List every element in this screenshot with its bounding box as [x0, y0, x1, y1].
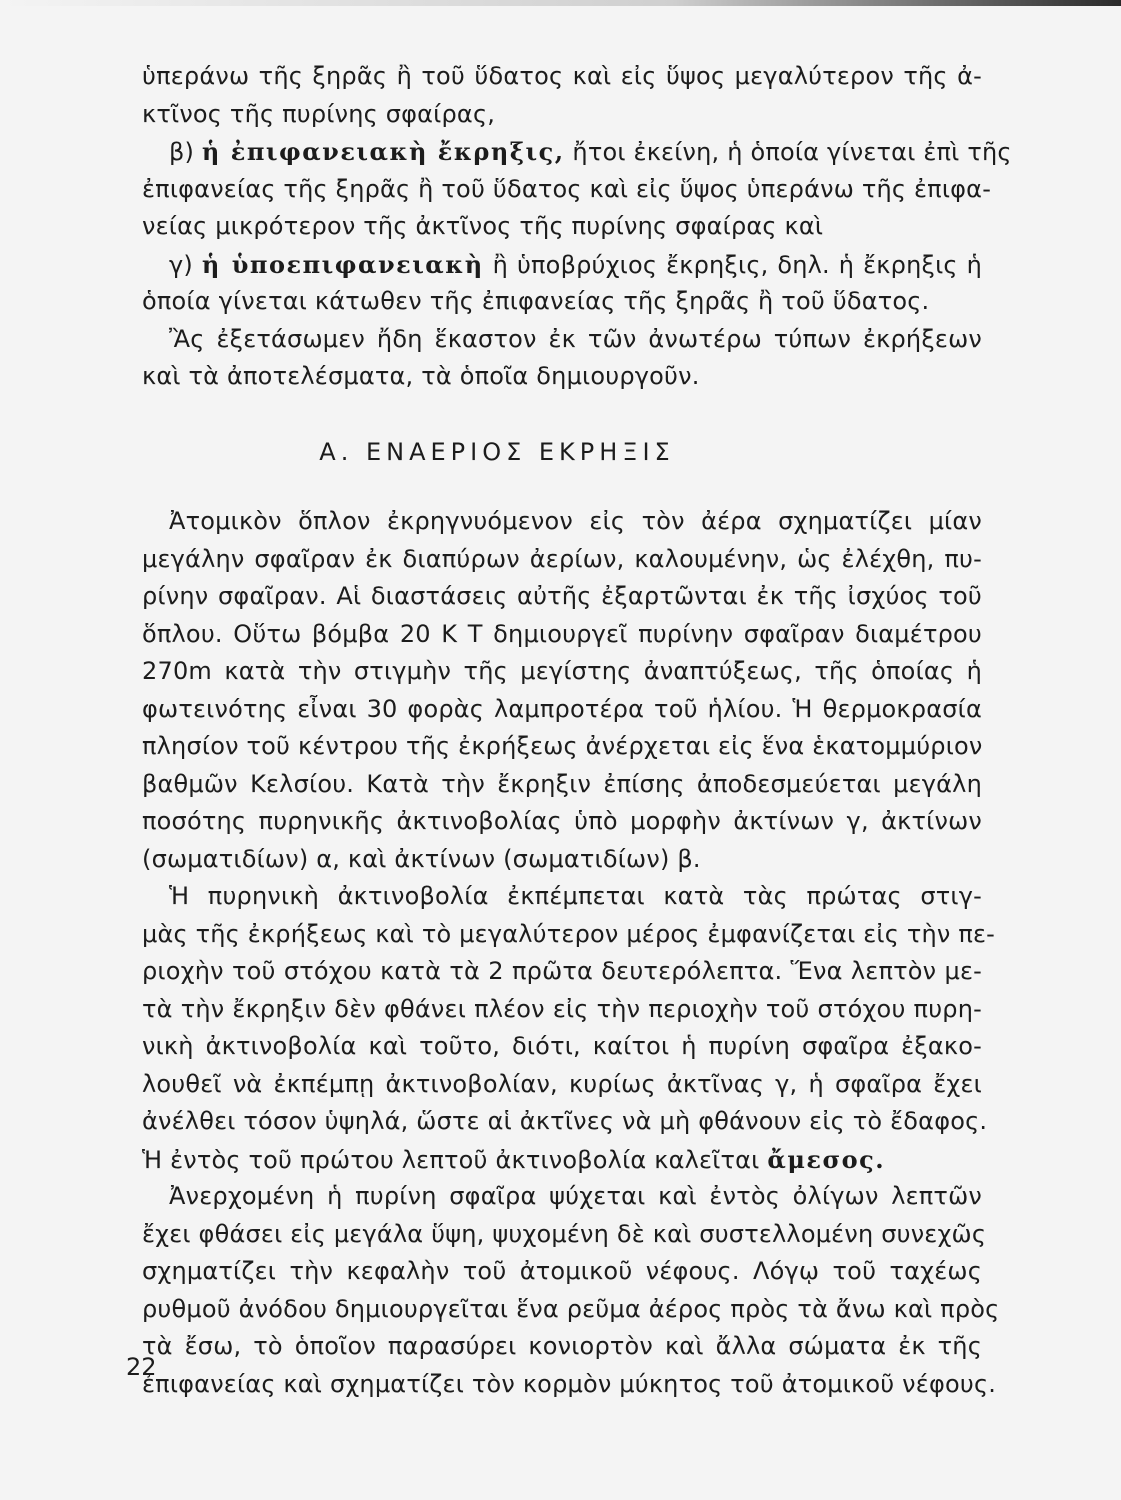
text-line: λουθεῖ νὰ ἐκπέμπῃ ἀκτινοβολίαν, κυρίως ἀκτῖνας γ, ἡ σφαῖρα ἔχει	[142, 1069, 982, 1098]
text-line: ρίνην σφαῖραν. Αἱ διαστάσεις αὐτῆς ἐξαρτῶνται ἐκ τῆς ἰσχύος τοῦ	[142, 582, 982, 610]
item-c-line	[142, 246, 982, 284]
text-line: ἔχει φθάσει εἰς μεγάλα ὕψη, ψυχομένη δὲ καὶ συστελλομένη συνεχῶς	[142, 1219, 987, 1248]
scan-edge	[0, 0, 1121, 6]
item-b-line	[142, 133, 1012, 171]
text-line: νικὴ ἀκτινοβολία καὶ τοῦτο, διότι, καίτοι ἡ πυρίνη σφαῖρα ἐξακο-	[142, 1032, 982, 1060]
item-b-prefix: β)	[169, 138, 202, 166]
page-body	[142, 58, 1012, 1403]
text-line: ρυθμοῦ ἀνόδου δημιουργεῖται ἕνα ρεῦμα ἀέρος πρὸς τὰ ἄνω καὶ πρὸς	[142, 1294, 1000, 1323]
page-number: 22	[126, 1353, 157, 1381]
text-line: τὰ τὴν ἔκρηξιν δὲν φθάνει πλέον εἰς τὴν περιοχὴν τοῦ στόχου πυρη-	[142, 994, 982, 1023]
text-line: ποσότης πυρηνικῆς ἀκτινοβολίας ὑπὸ μορφὴν ἀκτίνων γ, ἀκτίνων	[142, 807, 982, 835]
para-2-end-term: ἄμεσος.	[767, 1144, 886, 1174]
text-line: βαθμῶν Κελσίου. Κατὰ τὴν ἔκρηξιν ἐπίσης ἀποδεσμεύεται μεγάλη	[142, 769, 982, 798]
item-c-term: ἡ ὑποεπιφανειακὴ	[201, 249, 484, 279]
item-b-term: ἡ ἐπιφανειακὴ ἔκρηξις,	[201, 137, 565, 166]
text-line: ὑπεράνω τῆς ξηρᾶς ἢ τοῦ ὕδατος καὶ εἰς ὕψος μεγαλύτερον τῆς ἀ-	[142, 62, 982, 90]
text-line: (σωματιδίων) α, καὶ ἀκτίνων (σωματιδίων) β.	[142, 844, 701, 873]
text-line: 270m κατὰ τὴν στιγμὴν τῆς μεγίστης ἀναπτύξεως, τῆς ὁποίας ἡ	[142, 657, 982, 685]
text-line: φωτεινότης εἶναι 30 φορὰς λαμπροτέρα τοῦ ἡλίου. Ἡ θερμοκρασία	[142, 694, 982, 723]
text-line: σχηματίζει τὴν κεφαλὴν τοῦ ἀτομικοῦ νέφους. Λόγῳ τοῦ ταχέως	[142, 1257, 982, 1285]
text-line: Ἀνερχομένη ἡ πυρίνη σφαῖρα ψύχεται καὶ ἐντὸς ὀλίγων λεπτῶν	[169, 1182, 982, 1210]
text-line: ριοχὴν τοῦ στόχου κατὰ τὰ 2 πρῶτα δευτερόλεπτα. Ἕνα λεπτὸν με-	[142, 957, 982, 985]
text-line: ὁποία γίνεται κάτωθεν τῆς ἐπιφανείας τῆς ξηρᾶς ἢ τοῦ ὕδατος.	[142, 287, 930, 315]
text-line: Ἡ πυρηνικὴ ἀκτινοβολία ἐκπέμπεται κατὰ τὰς πρώτας στιγ-	[169, 882, 982, 910]
item-c-prefix: γ)	[169, 250, 202, 279]
text-line: μὰς τῆς ἐκρήξεως καὶ τὸ μεγαλύτερον μέρος ἐμφανίζεται εἰς τὴν πε-	[142, 919, 996, 948]
text-line: μεγάλην σφαῖραν ἐκ διαπύρων ἀερίων, καλουμένην, ὡς ἐλέχθη, πυ-	[142, 544, 982, 573]
item-c-rest: ἢ ὑποβρύχιος ἔκρηξις, δηλ. ἡ ἔκρηξις ἡ	[483, 250, 982, 279]
text-line: νείας μικρότερον τῆς ἀκτῖνος τῆς πυρίνης σφαίρας καὶ	[142, 212, 824, 240]
section-heading: Α. ΕΝΑΕΡΙΟΣ ΕΚΡΗΞΙΣ	[319, 437, 675, 466]
text-line: ἐπιφανείας καὶ σχηματίζει τὸν κορμὸν μύκητος τοῦ ἀτομικοῦ νέφους.	[142, 1369, 997, 1398]
para-2-end-line	[142, 1141, 982, 1179]
text-line: ἀνέλθει τόσον ὑψηλά, ὥστε αἱ ἀκτῖνες νὰ μὴ φθάνουν εἰς τὸ ἔδαφος.	[142, 1107, 988, 1135]
text-line: πλησίον τοῦ κέντρου τῆς ἐκρήξεως ἀνέρχεται εἰς ἕνα ἑκατομμύριον	[142, 732, 983, 760]
text-line: καὶ τὰ ἀποτελέσματα, τὰ ὁποῖα δημιουργοῦν.	[142, 362, 700, 390]
text-line: Ἂς ἐξετάσωμεν ἤδη ἕκαστον ἐκ τῶν ἀνωτέρω τύπων ἐκρήξεων	[169, 324, 982, 353]
text-line: ἐπιφανείας τῆς ξηρᾶς ἢ τοῦ ὕδατος καὶ εἰς ὕψος ὑπεράνω τῆς ἐπιφα-	[142, 174, 992, 203]
text-line: ὅπλου. Οὕτω βόμβα 20 Κ Τ δημιουργεῖ πυρίνην σφαῖραν διαμέτρου	[142, 619, 982, 648]
para-2-end-text: Ἡ ἐντὸς τοῦ πρώτου λεπτοῦ ἀκτινοβολία καλεῖται	[142, 1145, 768, 1174]
text-line: τὰ ἔσω, τὸ ὁποῖον παρασύρει κονιορτὸν καὶ ἄλλα σώματα ἐκ τῆς	[142, 1332, 982, 1360]
text-line: Ἀτομικὸν ὅπλον ἐκρηγνυόμενον εἰς τὸν ἀέρα σχηματίζει μίαν	[169, 507, 982, 535]
item-b-rest: ἤτοι ἐκείνη, ἡ ὁποία γίνεται ἐπὶ τῆς	[564, 138, 1012, 166]
text-line: κτῖνος τῆς πυρίνης σφαίρας,	[142, 99, 496, 128]
